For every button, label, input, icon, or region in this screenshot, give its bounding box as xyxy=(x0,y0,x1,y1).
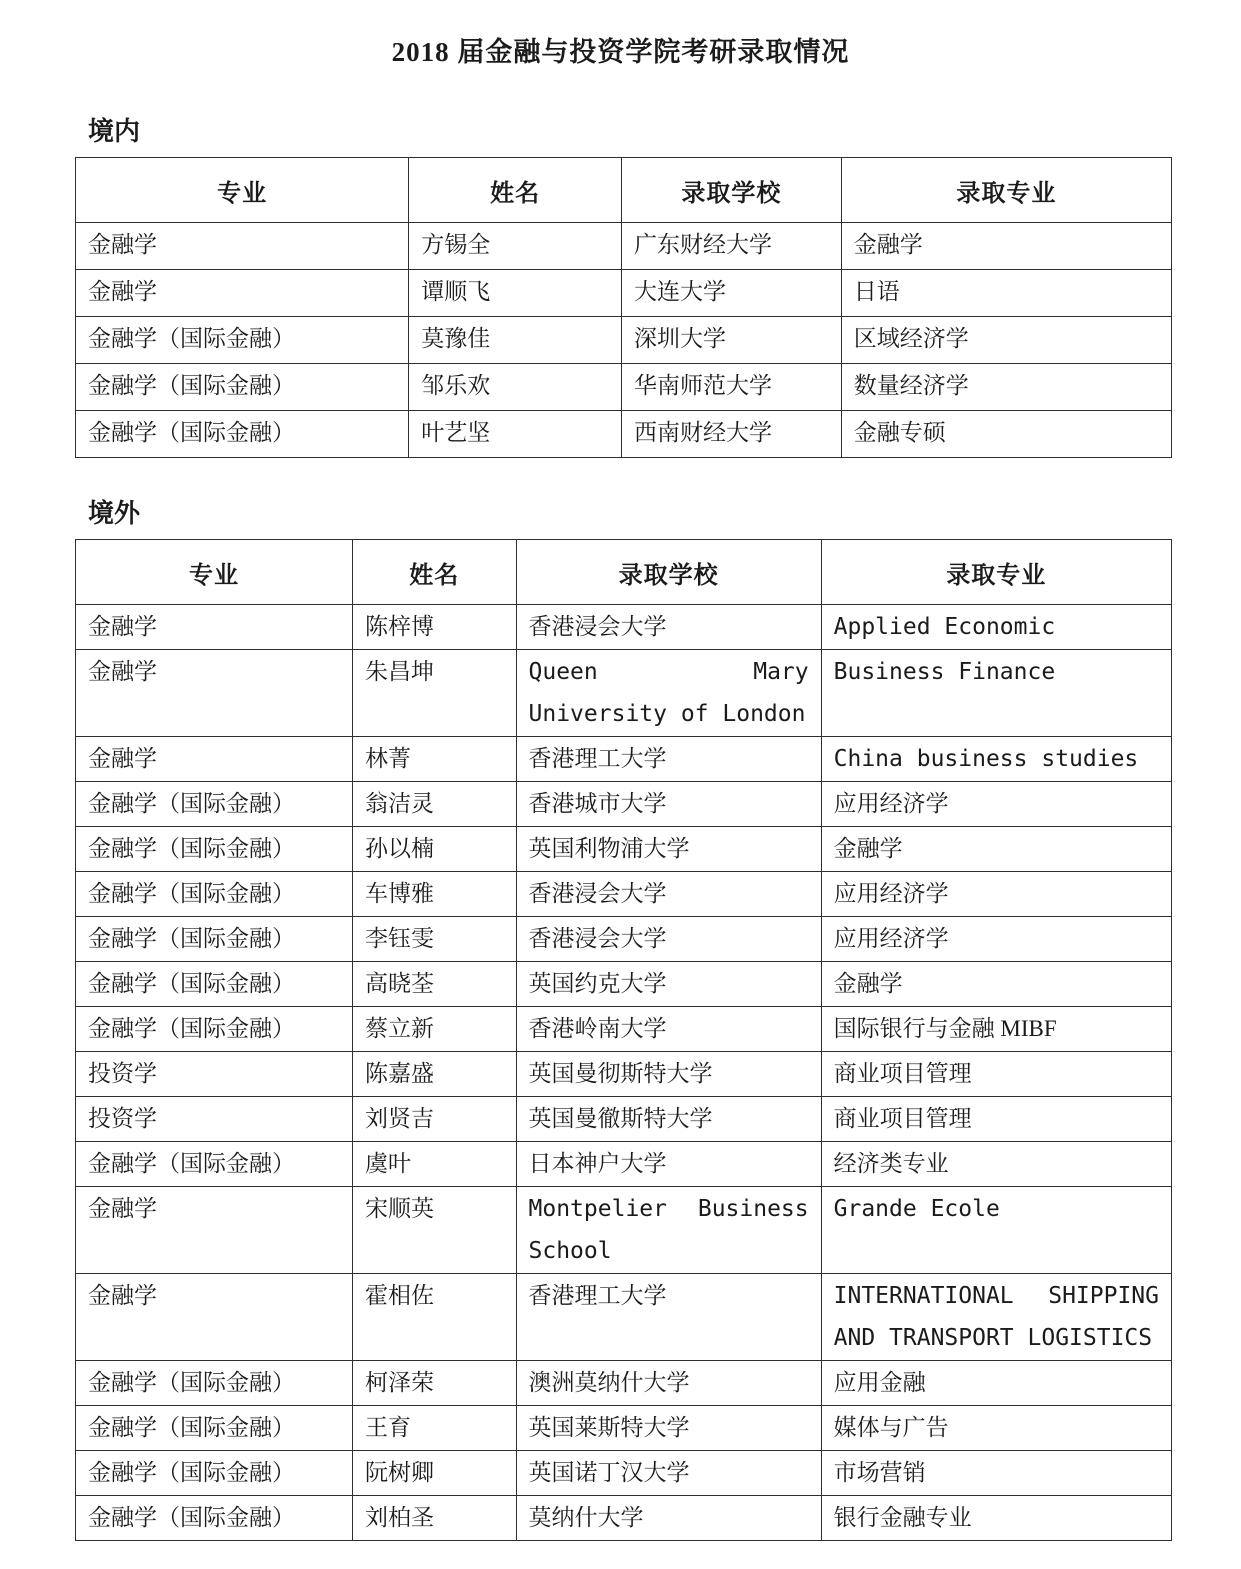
table-cell: 国际银行与金融 MIBF xyxy=(821,1007,1171,1052)
table-cell: China business studies xyxy=(821,737,1171,782)
table-cell: 应用金融 xyxy=(821,1361,1171,1406)
table-cell: 蔡立新 xyxy=(353,1007,517,1052)
table-cell: 刘贤吉 xyxy=(353,1097,517,1142)
table-cell: 香港理工大学 xyxy=(516,737,821,782)
table-row xyxy=(76,223,1172,270)
table-cell: Montpelier Business School xyxy=(516,1187,821,1274)
table-cell: 金融学（国际金融） xyxy=(76,1406,353,1451)
table-cell: 金融学（国际金融） xyxy=(76,1142,353,1187)
table-cell: 商业项目管理 xyxy=(821,1097,1171,1142)
table-cell: 陈梓博 xyxy=(353,605,517,650)
table-cell: 金融学 xyxy=(76,270,409,317)
table-cell: 金融学（国际金融） xyxy=(76,917,353,962)
table-cell: 区域经济学 xyxy=(841,317,1171,364)
table-cell: 香港浸会大学 xyxy=(516,605,821,650)
table-cell: 金融学 xyxy=(76,650,353,737)
table-cell: 数量经济学 xyxy=(841,364,1171,411)
table-cell: Queen Mary University of London xyxy=(516,650,821,737)
section-domestic xyxy=(0,114,1241,458)
table-cell: 金融学 xyxy=(76,223,409,270)
header-row xyxy=(76,540,1172,605)
table-cell: 车博雅 xyxy=(353,872,517,917)
table-row xyxy=(76,1097,1172,1142)
table-cell: 林菁 xyxy=(353,737,517,782)
table-cell: 方锡全 xyxy=(409,223,622,270)
table-cell: 香港理工大学 xyxy=(516,1274,821,1361)
table-cell: 应用经济学 xyxy=(821,782,1171,827)
table-cell: 金融学（国际金融） xyxy=(76,317,409,364)
table-row xyxy=(76,364,1172,411)
table-cell: Applied Economic xyxy=(821,605,1171,650)
table-cell: 香港浸会大学 xyxy=(516,917,821,962)
table-cell: 英国约克大学 xyxy=(516,962,821,1007)
table-cell: 英国利物浦大学 xyxy=(516,827,821,872)
column-header: 录取学校 xyxy=(516,540,821,605)
table-cell: 金融学 xyxy=(76,737,353,782)
table-cell: 金融学（国际金融） xyxy=(76,1007,353,1052)
table-cell: 银行金融专业 xyxy=(821,1496,1171,1541)
table-row xyxy=(76,1007,1172,1052)
table-cell: 广东财经大学 xyxy=(621,223,841,270)
table-cell: 日语 xyxy=(841,270,1171,317)
table-cell: 金融学（国际金融） xyxy=(76,1451,353,1496)
table-cell: 金融学 xyxy=(76,1274,353,1361)
table-cell: 大连大学 xyxy=(621,270,841,317)
table-cell: 李钰雯 xyxy=(353,917,517,962)
column-header: 姓名 xyxy=(353,540,517,605)
table-cell: 金融学（国际金融） xyxy=(76,827,353,872)
table-cell: 金融学（国际金融） xyxy=(76,1361,353,1406)
table-row xyxy=(76,1406,1172,1451)
table-cell: 虞叶 xyxy=(353,1142,517,1187)
table-body xyxy=(76,605,1172,1541)
table-cell: 英国诺丁汉大学 xyxy=(516,1451,821,1496)
table-cell: 金融学 xyxy=(821,827,1171,872)
table-cell: 王育 xyxy=(353,1406,517,1451)
column-header: 专业 xyxy=(76,158,409,223)
section-label-domestic: 境内 xyxy=(88,117,141,146)
table-row xyxy=(76,650,1172,737)
table-cell: 英国曼彻斯特大学 xyxy=(516,1052,821,1097)
table-body xyxy=(76,223,1172,458)
table-cell: 澳洲莫纳什大学 xyxy=(516,1361,821,1406)
table-cell: 金融学（国际金融） xyxy=(76,872,353,917)
column-header: 录取专业 xyxy=(841,158,1171,223)
table-row xyxy=(76,827,1172,872)
table-cell: 金融学 xyxy=(821,962,1171,1007)
table-cell: 市场营销 xyxy=(821,1451,1171,1496)
table-cell: 经济类专业 xyxy=(821,1142,1171,1187)
table-cell: 高晓荃 xyxy=(353,962,517,1007)
table-cell: 香港浸会大学 xyxy=(516,872,821,917)
table-cell: 日本神户大学 xyxy=(516,1142,821,1187)
overseas-admissions-table xyxy=(75,539,1172,1541)
table-row xyxy=(76,270,1172,317)
table-cell: 投资学 xyxy=(76,1097,353,1142)
table-row xyxy=(76,1361,1172,1406)
table-cell: 莫豫佳 xyxy=(409,317,622,364)
table-row xyxy=(76,917,1172,962)
domestic-admissions-table xyxy=(75,157,1172,458)
table-cell: 商业项目管理 xyxy=(821,1052,1171,1097)
table-cell: 陈嘉盛 xyxy=(353,1052,517,1097)
table-row xyxy=(76,1274,1172,1361)
table-cell: 金融学（国际金融） xyxy=(76,782,353,827)
table-cell: 金融学（国际金融） xyxy=(76,364,409,411)
table-cell: 香港岭南大学 xyxy=(516,1007,821,1052)
table-cell: 叶艺坚 xyxy=(409,411,622,458)
table-cell: 应用经济学 xyxy=(821,872,1171,917)
column-header: 专业 xyxy=(76,540,353,605)
table-cell: 金融学（国际金融） xyxy=(76,1496,353,1541)
table-cell: 金融学 xyxy=(76,1187,353,1274)
table-cell: 华南师范大学 xyxy=(621,364,841,411)
table-cell: 金融学 xyxy=(841,223,1171,270)
table-cell: 英国莱斯特大学 xyxy=(516,1406,821,1451)
table-cell: Grande Ecole xyxy=(821,1187,1171,1274)
table-cell: 香港城市大学 xyxy=(516,782,821,827)
table-cell: 谭顺飞 xyxy=(409,270,622,317)
table-row xyxy=(76,317,1172,364)
table-row xyxy=(76,411,1172,458)
column-header: 录取专业 xyxy=(821,540,1171,605)
column-header: 录取学校 xyxy=(621,158,841,223)
table-row xyxy=(76,1187,1172,1274)
table-cell: 刘柏圣 xyxy=(353,1496,517,1541)
table-row xyxy=(76,737,1172,782)
table-cell: 金融学（国际金融） xyxy=(76,962,353,1007)
table-cell: 西南财经大学 xyxy=(621,411,841,458)
table-cell: 阮树卿 xyxy=(353,1451,517,1496)
table-cell: 英国曼徹斯特大学 xyxy=(516,1097,821,1142)
table-cell: 投资学 xyxy=(76,1052,353,1097)
table-cell: 应用经济学 xyxy=(821,917,1171,962)
table-cell: 朱昌坤 xyxy=(353,650,517,737)
table-cell: 翁洁灵 xyxy=(353,782,517,827)
table-row xyxy=(76,605,1172,650)
section-label-overseas: 境外 xyxy=(88,499,141,528)
table-cell: 柯泽荣 xyxy=(353,1361,517,1406)
column-header: 姓名 xyxy=(409,158,622,223)
header-row xyxy=(76,158,1172,223)
document-title: 2018 届金融与投资学院考研录取情况 xyxy=(391,37,850,67)
table-cell: INTERNATIONAL SHIPPING AND TRANSPORT LOGISTICS xyxy=(821,1274,1171,1361)
table-row xyxy=(76,782,1172,827)
table-cell: Business Finance xyxy=(821,650,1171,737)
table-cell: 孙以楠 xyxy=(353,827,517,872)
table-cell: 宋顺英 xyxy=(353,1187,517,1274)
table-cell: 霍相佐 xyxy=(353,1274,517,1361)
section-overseas xyxy=(0,496,1241,1541)
table-cell: 金融学（国际金融） xyxy=(76,411,409,458)
table-cell: 深圳大学 xyxy=(621,317,841,364)
table-cell: 莫纳什大学 xyxy=(516,1496,821,1541)
table-row xyxy=(76,1451,1172,1496)
table-cell: 邹乐欢 xyxy=(409,364,622,411)
table-row xyxy=(76,1052,1172,1097)
table-cell: 金融学 xyxy=(76,605,353,650)
table-row xyxy=(76,1496,1172,1541)
table-row xyxy=(76,962,1172,1007)
table-cell: 媒体与广告 xyxy=(821,1406,1171,1451)
table-row xyxy=(76,872,1172,917)
table-row xyxy=(76,1142,1172,1187)
table-cell: 金融专硕 xyxy=(841,411,1171,458)
